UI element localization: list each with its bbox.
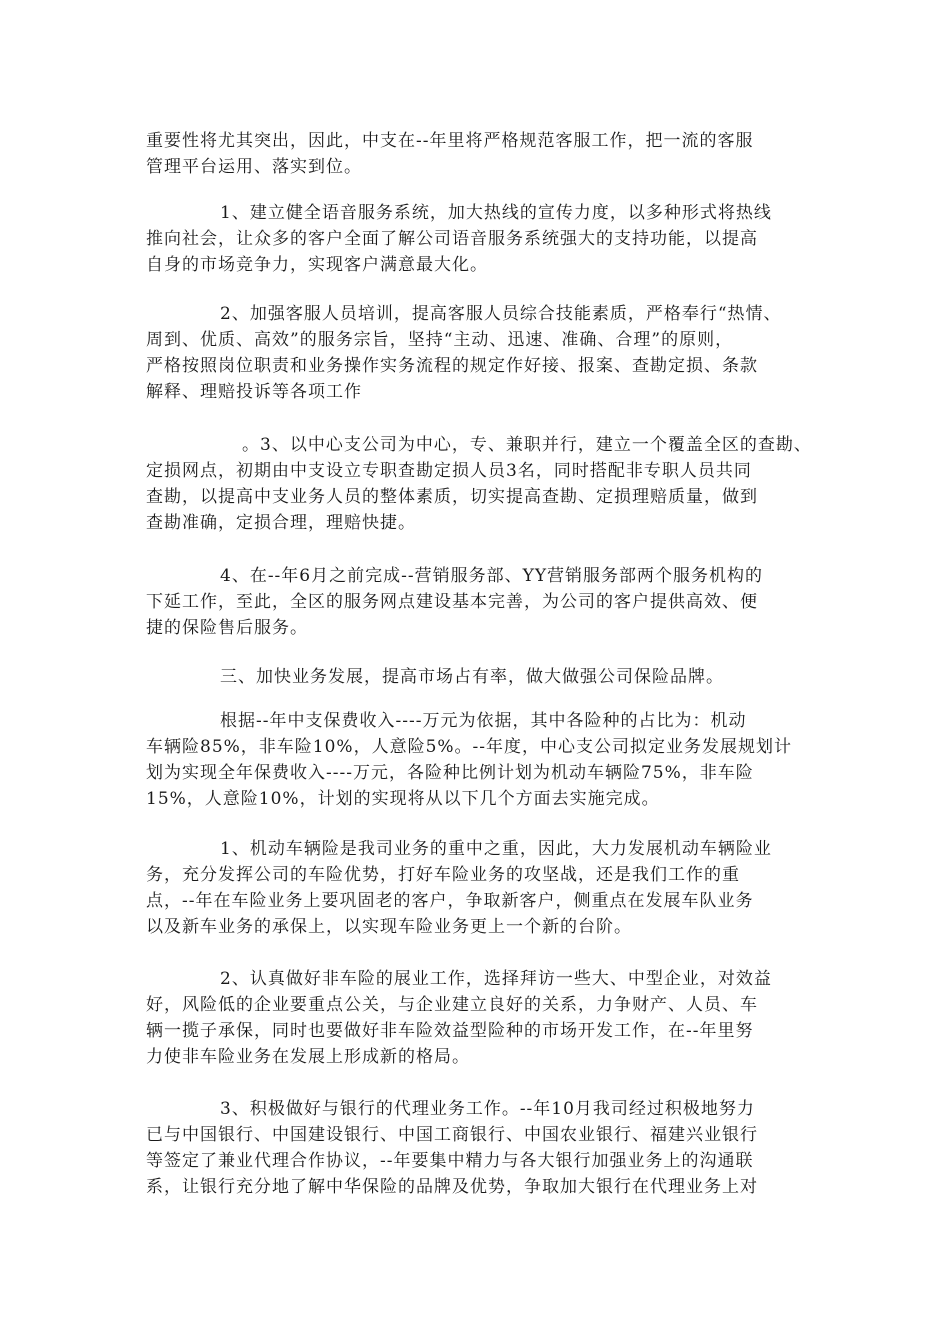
text-line: 2、加强客服人员培训，提高客服人员综合技能素质，严格奉行“热情、 — [220, 304, 782, 324]
text-line: 力使非车险业务在发展上形成新的格局。 — [146, 1047, 470, 1067]
text-line: 下延工作，至此，全区的服务网点建设基本完善，为公司的客户提供高效、便 — [146, 592, 758, 612]
text-line: 1、建立健全语音服务系统，加大热线的宣传力度，以多种形式将热线 — [220, 203, 772, 223]
paragraph-non-motor-insurance — [146, 966, 826, 1070]
paragraph-service-importance — [146, 128, 826, 180]
text-line: 等签定了兼业代理合作协议，--年要集中精力与各大银行加强业务上的沟通联 — [146, 1151, 754, 1171]
text-line: 查勘，以提高中支业务人员的整体素质，切实提高查勘、定损理赔质量，做到 — [146, 487, 758, 507]
text-line: 1、机动车辆险是我司业务的重中之重，因此，大力发展机动车辆险业 — [220, 839, 772, 859]
text-line: 2、认真做好非车险的展业工作，选择拜访一些大、中型企业，对效益 — [220, 969, 772, 989]
text-line: 3、积极做好与银行的代理业务工作。--年10月我司经过积极地努力 — [220, 1099, 755, 1119]
text-line: 周到、优质、高效”的服务宗旨，坚持“主动、迅速、准确、合理”的原则， — [146, 330, 734, 350]
text-line: 划为实现全年保费收入----万元，各险种比例计划为机动车辆险75%，非车险 — [146, 763, 754, 783]
text-line: 车辆险85%，非车险10%，人意险5%。--年度，中心支公司拟定业务发展规划计 — [146, 737, 793, 757]
text-line: 好，风险低的企业要重点公关，与企业建立良好的关系，力争财产、人员、车 — [146, 995, 758, 1015]
text-line: 系，让银行充分地了解中华保险的品牌及优势，争取加大银行在代理业务上对 — [146, 1177, 758, 1197]
text-line: 以及新车业务的承保上，以实现车险业务更上一个新的台阶。 — [146, 917, 632, 937]
text-line: 自身的市场竞争力，实现客户满意最大化。 — [146, 255, 488, 275]
text-line: 解释、理赔投诉等各项工作 — [146, 382, 362, 402]
paragraph-service-outlets — [146, 563, 826, 641]
text-line: 4、在--年6月之前完成--营销服务部、YY营销服务部两个服务机构的 — [220, 566, 764, 586]
paragraph-survey-network — [146, 432, 826, 536]
text-line: 辆一揽子承保，同时也要做好非车险效益型险种的市场开发工作，在--年里努 — [146, 1021, 754, 1041]
text-line: 务，充分发挥公司的车险优势，打好车险业务的攻坚战，还是我们工作的重 — [146, 865, 740, 885]
text-line: 15%，人意险10%，计划的实现将从以下几个方面去实施完成。 — [146, 789, 660, 809]
paragraph-bank-agency — [146, 1096, 826, 1200]
paragraph-voice-service — [146, 200, 826, 278]
text-line: 重要性将尤其突出，因此，中支在--年里将严格规范客服工作，把一流的客服 — [146, 131, 754, 151]
text-line: 严格按照岗位职责和业务操作实务流程的规定作好接、报案、查勘定损、条款 — [146, 356, 758, 376]
text-line: 点，--年在车险业务上要巩固老的客户，争取新客户，侧重点在发展车队业务 — [146, 891, 754, 911]
paragraph-motor-insurance — [146, 836, 826, 940]
text-line: 查勘准确，定损合理，理赔快捷。 — [146, 513, 416, 533]
text-line: 三、加快业务发展，提高市场占有率，做大做强公司保险品牌。 — [220, 667, 724, 687]
text-line: 已与中国银行、中国建设银行、中国工商银行、中国农业银行、福建兴业银行 — [146, 1125, 758, 1145]
paragraph-premium-plan — [146, 708, 826, 812]
text-line: 。3、以中心支公司为中心，专、兼职并行，建立一个覆盖全区的查勘、 — [242, 435, 812, 455]
paragraph-staff-training — [146, 301, 826, 405]
section-heading-business-growth — [146, 664, 826, 690]
text-line: 捷的保险售后服务。 — [146, 618, 308, 638]
text-line: 定损网点，初期由中支设立专职查勘定损人员3名，同时搭配非专职人员共同 — [146, 461, 752, 481]
text-line: 推向社会，让众多的客户全面了解公司语音服务系统强大的支持功能，以提高 — [146, 229, 758, 249]
text-line: 管理平台运用、落实到位。 — [146, 157, 362, 177]
text-line: 根据--年中支保费收入----万元为依据，其中各险种的占比为：机动 — [220, 711, 747, 731]
